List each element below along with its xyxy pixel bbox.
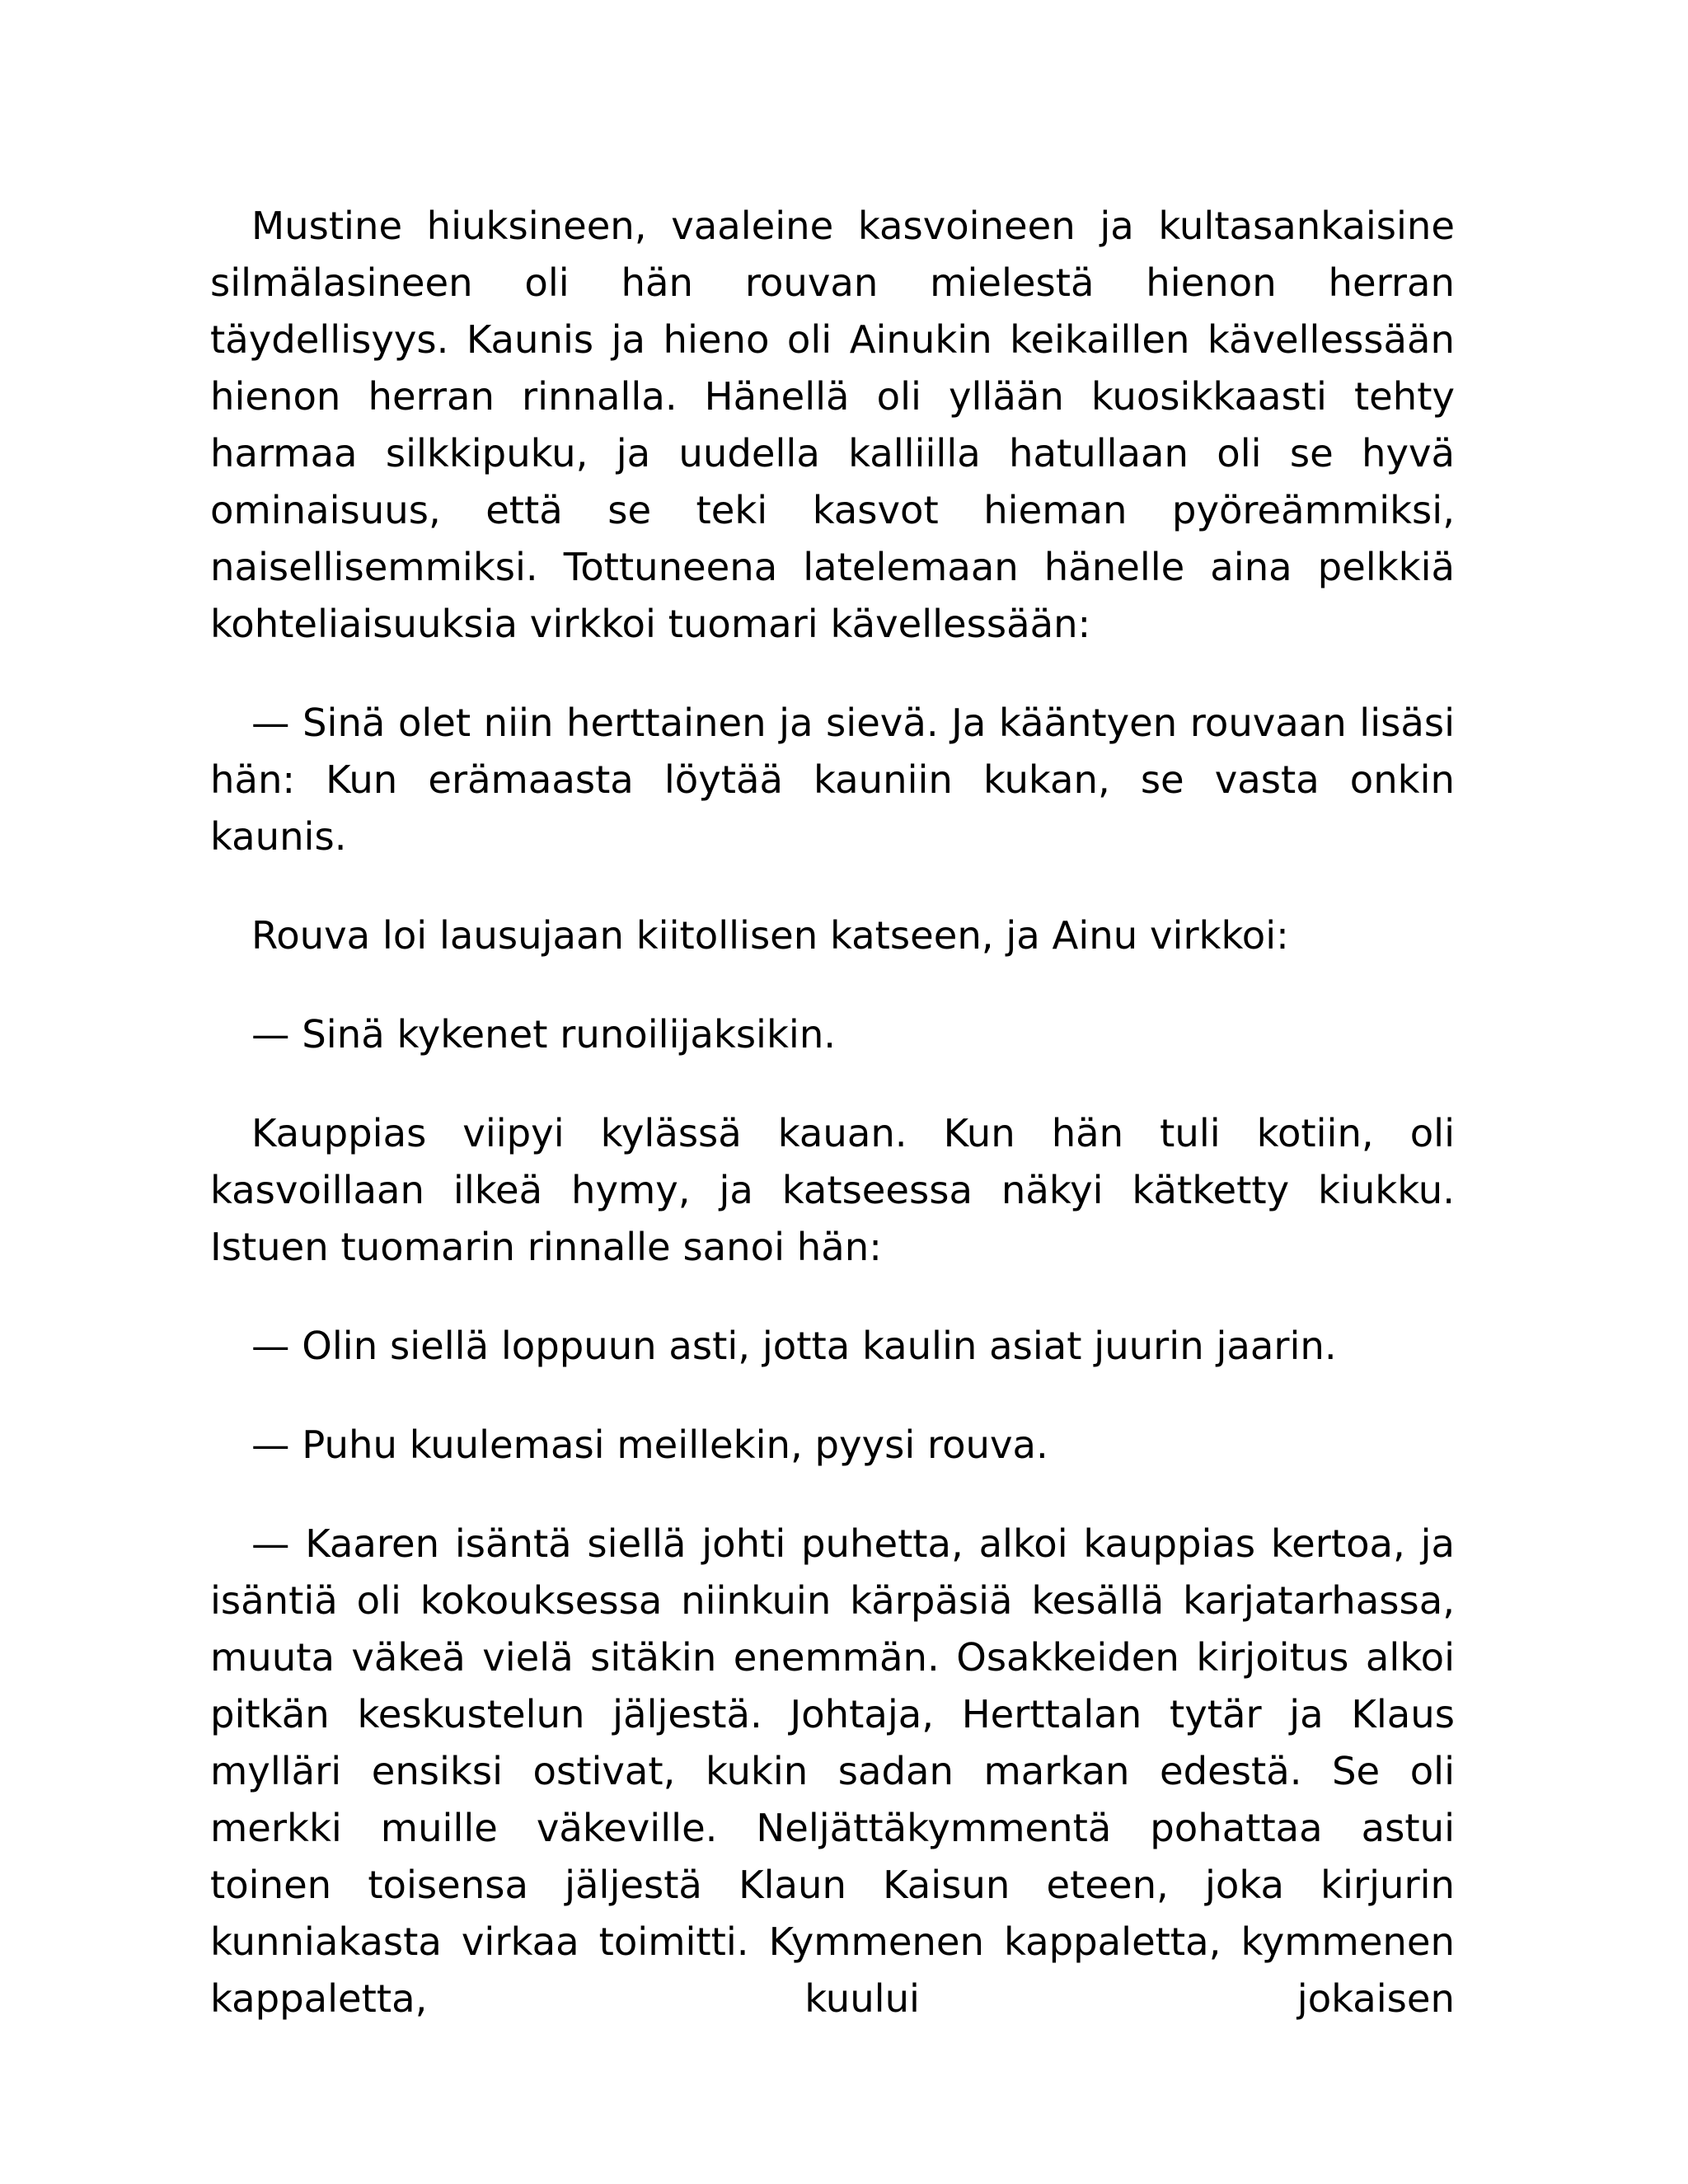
page-text — [210, 198, 1455, 2027]
paragraph-4: — Sinä kykenet runoilijaksikin. — [251, 1012, 837, 1057]
paragraph-3: Rouva loi lausujaan kiitollisen katseen, ja Ainu virkkoi: — [251, 913, 1289, 958]
paragraph-1: Mustine hiuksineen, vaaleine kasvoineen ja kultasankaisine silmälasineen oli hän rouvan mielestä hienon herran täydellisyys. Kaunis ja hieno oli Ainukin keikaillen kävellessään hienon herran rinnalla. Hänellä oli yllään kuosikkaasti tehty harmaa silkkipuku, ja uudella kalliilla hatullaan oli se hyvä ominaisuus, että se teki kasvot hieman pyöreämmiksi, naisellisemmiksi. Tottuneena latelemaan hänelle aina pelkkiä kohteliaisuuksia virkkoi tuomari kävellessään: — [210, 204, 1455, 646]
paragraph-7: — Puhu kuulemasi meillekin, pyysi rouva. — [251, 1422, 1048, 1467]
paragraph-8: — Kaaren isäntä siellä johti puhetta, alkoi kauppias kertoa, ja isäntiä oli kokouksessa niinkuin kärpäsiä kesällä karjatarhassa, muuta väkeä vielä sitäkin enemmän. Osakkeiden kirjoitus alkoi pitkän keskustelun jäljestä. Johtaja, Herttalan tytär ja Klaus mylläri ensiksi ostivat, kukin sadan markan edestä. Se oli merkki muille väkeville. Neljättäkymmentä pohattaa astui toinen toisensa jäljestä Klaun Kaisun eteen, joka kirjurin kunniakasta virkaa toimitti. Kymmenen kappaletta, kymmenen kappaletta, kuului jokaisen — [210, 1521, 1455, 2021]
paragraph-5: Kauppias viipyi kylässä kauan. Kun hän tuli kotiin, oli kasvoillaan ilkeä hymy, ja katseessa näkyi kätketty kiukku. Istuen tuomarin rinnalle sanoi hän: — [210, 1111, 1455, 1269]
paragraph-6: — Olin siellä loppuun asti, jotta kaulin asiat juurin jaarin. — [251, 1324, 1337, 1368]
paragraph-2: — Sinä olet niin herttainen ja sievä. Ja kääntyen rouvaan lisäsi hän: Kun erämaasta löytää kauniin kukan, se vasta onkin kaunis. — [210, 701, 1455, 859]
